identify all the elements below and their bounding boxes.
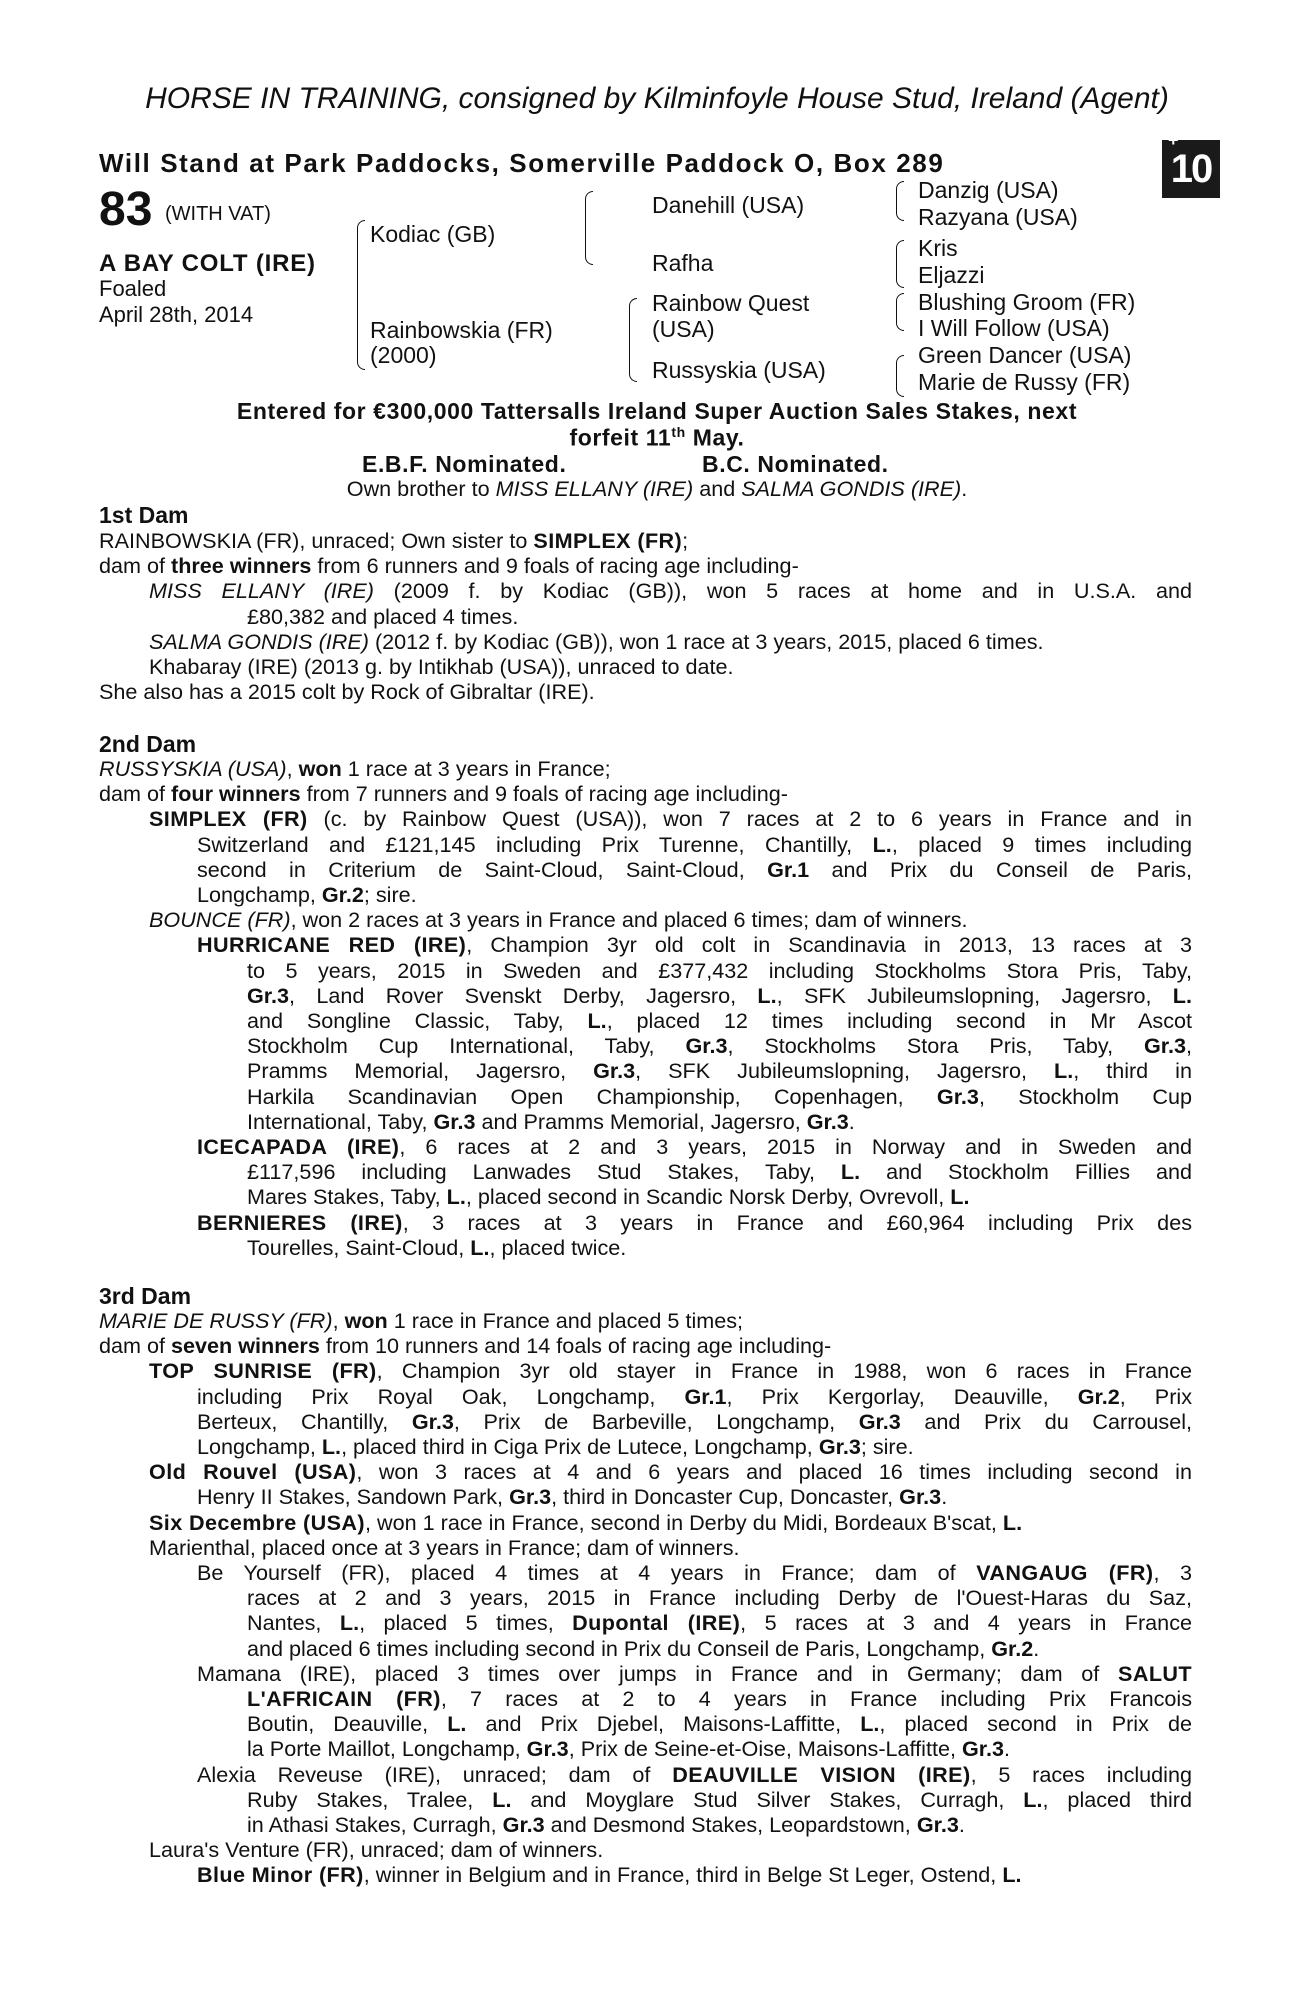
bc-nominated: B.C. Nominated.: [702, 451, 889, 477]
text-line: la Porte Maillot, Longchamp, Gr.3, Prix de Seine-et-Oise, Maisons-Laffitte, Gr.3.: [247, 1736, 1010, 1762]
text-line: Stockholm Cup International, Taby, Gr.3, Stockholms Stora Pris, Taby, Gr.3,: [247, 1033, 1192, 1059]
consignment-heading: HORSE IN TRAINING, consigned by Kilminfoyle House Stud, Ireland (Agent): [145, 82, 1169, 115]
pedigree-sdd: Eljazzi: [918, 262, 985, 288]
bracket-danehill: [896, 181, 904, 221]
pedigree-dam: Rainbowskia (FR): [370, 317, 553, 343]
pedigree-ssd: Razyana (USA): [918, 204, 1078, 230]
pedigree-dsd: I Will Follow (USA): [918, 315, 1110, 341]
second-dam-section: [99, 756, 1192, 1260]
pedigree-ddd: Marie de Russy (FR): [918, 369, 1131, 395]
text-line: RUSSYSKIA (USA), won 1 race at 3 years in France;: [99, 756, 611, 781]
text-line: Laura's Venture (FR), unraced; dam of winners.: [149, 1837, 604, 1863]
bracket-russyskia: [896, 355, 904, 397]
text-line: Mamana (IRE), placed 3 times over jumps in France and in Germany; dam of SALUT: [197, 1660, 1192, 1686]
text-line: HURRICANE RED (IRE), Champion 3yr old colt in Scandinavia in 2013, 13 races at 3: [197, 932, 1192, 958]
text-line: dam of seven winners from 10 runners and 14 foals of racing age including-: [99, 1333, 832, 1359]
second-dam-heading: 2nd Dam: [99, 731, 197, 757]
bracket-rainbow-quest: [896, 293, 904, 331]
text-line: including Prix Royal Oak, Longchamp, Gr.1, Prix Kergorlay, Deauville, Gr.2, Prix: [197, 1383, 1192, 1409]
text-line: MARIE DE RUSSY (FR), won 1 race in France and placed 5 times;: [99, 1308, 744, 1333]
text-line: Be Yourself (FR), placed 4 times at 4 years in France; dam of VANGAUG (FR), 3: [197, 1560, 1192, 1586]
pedigree-dss: Blushing Groom (FR): [918, 289, 1136, 315]
text-line: TOP SUNRISE (FR), Champion 3yr old stayer in France in 1988, won 6 races in France: [149, 1358, 1192, 1384]
text-line: L'AFRICAIN (FR), 7 races at 2 to 4 years in France including Prix Francois: [247, 1686, 1192, 1712]
bracket-dam: [629, 298, 637, 382]
text-line: £80,382 and placed 4 times.: [247, 603, 519, 629]
third-dam-section: [99, 1308, 1192, 1888]
text-line: Ruby Stakes, Tralee, L. and Moyglare Stud Silver Stakes, Curragh, L., placed third: [247, 1786, 1193, 1812]
text-line: Khabaray (IRE) (2013 g. by Intikhab (USA)), unraced to date.: [149, 654, 734, 680]
text-line: Alexia Reveuse (IRE), unraced; dam of DEAUVILLE VISION (IRE), 5 races including: [197, 1761, 1193, 1787]
ten-plus-logo-icon: + 10: [1162, 140, 1220, 198]
text-line: £117,596 including Lanwades Stud Stakes, Taby, L. and Stockholm Fillies and: [247, 1159, 1192, 1185]
pedigree-dam-year: (2000): [370, 342, 437, 368]
text-line: Marienthal, placed once at 3 years in France; dam of winners.: [149, 1534, 740, 1560]
text-line: SALMA GONDIS (IRE) (2012 f. by Kodiac (GB)), won 1 race at 3 years, 2015, placed 6 times.: [149, 628, 1044, 654]
ebf-nominated: E.B.F. Nominated.: [362, 451, 567, 477]
text-line: Tourelles, Saint-Cloud, L., placed twice.: [247, 1234, 627, 1260]
text-line: International, Taby, Gr.3 and Pramms Memorial, Jagersro, Gr.3.: [247, 1108, 855, 1134]
bracket-gen1: [357, 220, 365, 370]
text-line: Berteux, Chantilly, Gr.3, Prix de Barbeville, Longchamp, Gr.3 and Prix du Carrousel,: [197, 1408, 1193, 1434]
text-line: BOUNCE (FR), won 2 races at 3 years in France and placed 6 times; dam of winners.: [149, 907, 968, 933]
text-line: Blue Minor (FR), winner in Belgium and in France, third in Belge St Leger, Ostend, L.: [197, 1862, 1022, 1888]
text-line: second in Criterium de Saint-Cloud, Saint-Cloud, Gr.1 and Prix du Conseil de Paris,: [197, 856, 1192, 882]
vat-label: (WITH VAT): [165, 203, 271, 225]
third-dam-heading: 3rd Dam: [99, 1283, 192, 1309]
text-line: Old Rouvel (USA), won 3 races at 4 and 6 years and placed 16 times including second in: [149, 1459, 1192, 1485]
foaled-label: Foaled: [99, 276, 167, 301]
entry-note-line2: forfeit 11th May.: [569, 424, 745, 451]
text-line: races at 2 and 3 years, 2015 in France including Derby de l'Ouest-Haras du Saz,: [247, 1585, 1192, 1611]
text-line: Harkila Scandinavian Open Championship, Copenhagen, Gr.3, Stockholm Cup: [247, 1083, 1192, 1109]
own-brother-note: Own brother to MISS ELLANY (IRE) and SALMA GONDIS (IRE).: [346, 476, 968, 501]
text-line: to 5 years, 2015 in Sweden and £377,432 including Stockholms Stora Pris, Taby,: [247, 957, 1192, 983]
lot-title: A BAY COLT (IRE): [99, 250, 316, 277]
text-line: Switzerland and £121,145 including Prix Turenne, Chantilly, L., placed 9 times including: [197, 831, 1193, 857]
stand-location: Will Stand at Park Paddocks, Somerville Paddock O, Box 289: [99, 148, 945, 178]
text-line: and placed 6 times including second in Prix du Conseil de Paris, Longchamp, Gr.2.: [247, 1635, 1040, 1661]
pedigree-dds: Green Dancer (USA): [918, 342, 1132, 368]
bracket-sire: [585, 191, 593, 265]
pedigree-sds: Kris: [918, 235, 958, 261]
pedigree-sss: Danzig (USA): [918, 177, 1059, 203]
text-line: Henry II Stakes, Sandown Park, Gr.3, third in Doncaster Cup, Doncaster, Gr.3.: [197, 1484, 948, 1510]
text-line: SIMPLEX (FR) (c. by Rainbow Quest (USA)), won 7 races at 2 to 6 years in France and in: [149, 806, 1192, 832]
text-line: She also has a 2015 colt by Rock of Gibraltar (IRE).: [99, 679, 595, 705]
text-line: dam of three winners from 6 runners and 9 foals of racing age including-: [99, 553, 799, 579]
text-line: Mares Stakes, Taby, L., placed second in Scandic Norsk Derby, Ovrevoll, L.: [247, 1184, 970, 1210]
pedigree-dam-sire-country: (USA): [652, 316, 715, 342]
text-line: Pramms Memorial, Jagersro, Gr.3, SFK Jubileumslopning, Jagersro, L., third in: [247, 1058, 1192, 1084]
pedigree-sire-dam: Rafha: [652, 250, 714, 276]
text-line: in Athasi Stakes, Curragh, Gr.3 and Desmond Stakes, Leopardstown, Gr.3.: [247, 1812, 965, 1838]
text-line: Longchamp, L., placed third in Ciga Prix de Lutece, Longchamp, Gr.3; sire.: [197, 1434, 914, 1460]
text-line: RAINBOWSKIA (FR), unraced; Own sister to SIMPLEX (FR);: [99, 528, 689, 553]
text-line: MISS ELLANY (IRE) (2009 f. by Kodiac (GB)), won 5 races at home and in U.S.A. and: [149, 578, 1192, 604]
foaled-date: April 28th, 2014: [99, 302, 254, 327]
bracket-rafha: [896, 240, 904, 288]
text-line: dam of four winners from 7 runners and 9 foals of racing age including-: [99, 781, 788, 807]
pedigree-dam-sire: Rainbow Quest: [652, 290, 810, 316]
pedigree-sire-sire: Danehill (USA): [652, 192, 805, 218]
text-line: BERNIERES (IRE), 3 races at 3 years in France and £60,964 including Prix des: [197, 1209, 1192, 1235]
pedigree-dam-dam: Russyskia (USA): [652, 357, 826, 383]
pedigree-sire: Kodiac (GB): [370, 221, 496, 247]
text-line: Gr.3, Land Rover Svenskt Derby, Jagersro, L., SFK Jubileumslopning, Jagersro, L.: [247, 982, 1192, 1008]
text-line: Six Decembre (USA), won 1 race in France, second in Derby du Midi, Bordeaux B'scat, L.: [149, 1509, 1023, 1535]
text-line: Longchamp, Gr.2; sire.: [197, 882, 417, 908]
first-dam-heading: 1st Dam: [99, 502, 189, 528]
lot-number: 83: [99, 183, 153, 236]
entry-note-line1: Entered for €300,000 Tattersalls Ireland Super Auction Sales Stakes, next: [236, 398, 1078, 424]
text-line: ICECAPADA (IRE), 6 races at 2 and 3 years, 2015 in Norway and in Sweden and: [197, 1134, 1192, 1160]
first-dam-section: [99, 528, 1192, 704]
text-line: Nantes, L., placed 5 times, Dupontal (IRE), 5 races at 3 and 4 years in France: [247, 1610, 1192, 1636]
text-line: and Songline Classic, Taby, L., placed 12 times including second in Mr Ascot: [247, 1008, 1192, 1034]
text-line: Boutin, Deauville, L. and Prix Djebel, Maisons-Laffitte, L., placed second in Prix de: [247, 1711, 1192, 1737]
